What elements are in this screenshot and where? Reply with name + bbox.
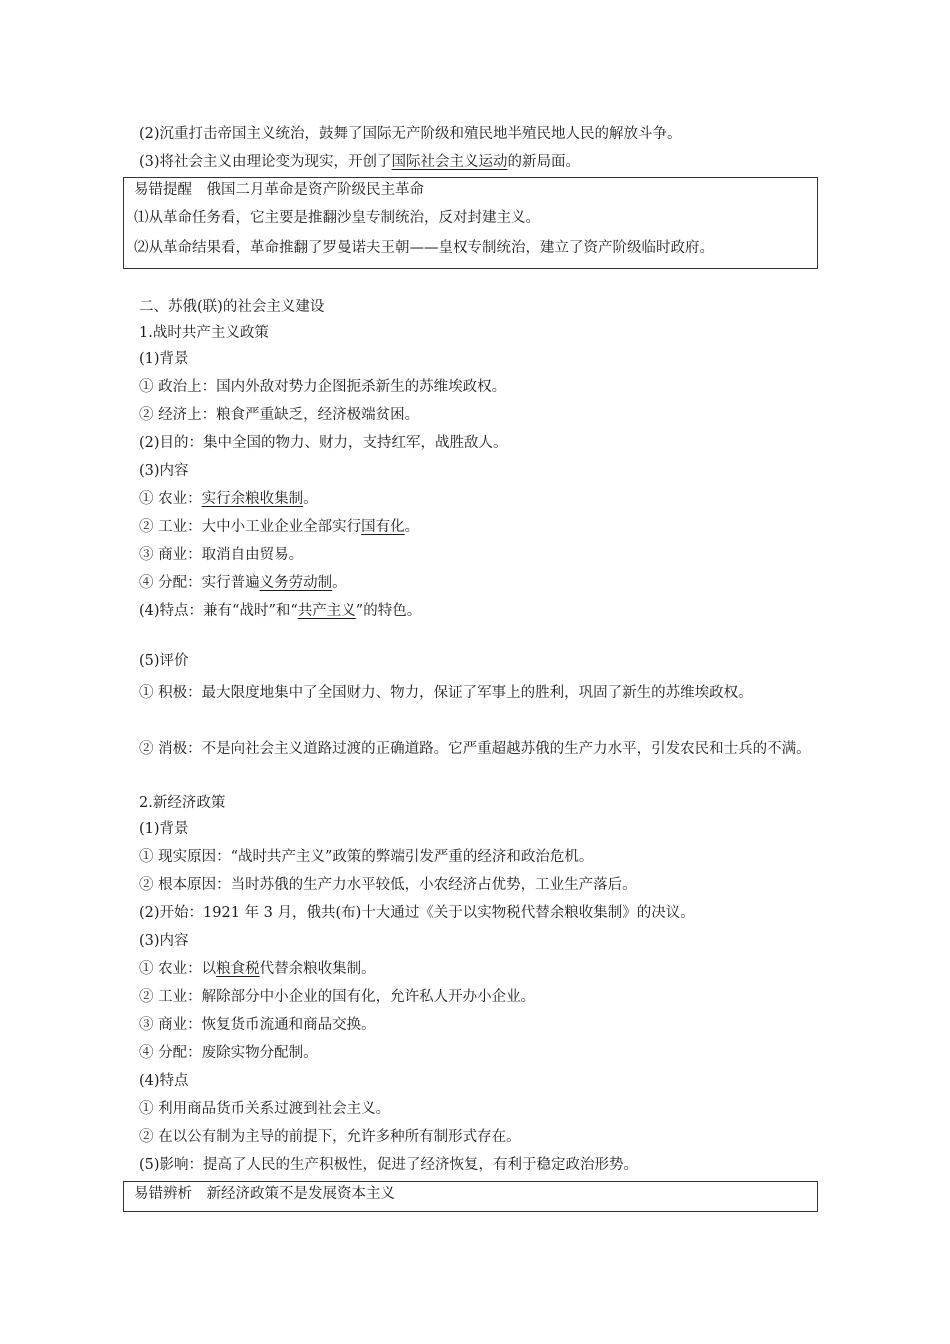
text-segment: (3)将社会主义由理论变为现实，开创了 xyxy=(139,154,392,170)
text-line: (1)背景 xyxy=(139,351,189,367)
text-line: ① 政治上：国内外敌对势力企图扼杀新生的苏维埃政权。 xyxy=(139,379,507,395)
text-line: ③ 商业：取消自由贸易。 xyxy=(139,547,304,563)
text-segment: ② 工业：大中小工业企业全部实行 xyxy=(139,519,362,535)
text-segment: (4)特点：兼有“战时”和“ xyxy=(139,603,298,619)
error-reminder-box xyxy=(123,177,818,269)
underlined-term: 国际社会主义运动 xyxy=(391,154,508,170)
text-line: ② 经济上：粮食严重缺乏，经济极端贫困。 xyxy=(139,407,420,423)
text-line xyxy=(139,601,421,621)
text-line: ④ 分配：废除实物分配制。 xyxy=(139,1045,318,1061)
text-line: (1)背景 xyxy=(139,821,189,837)
text-paragraph: ① 积极：最大限度地集中了全国财力、物力，保证了军事上的胜利，巩固了新生的苏维埃政权。 xyxy=(139,685,753,701)
text-line: (5)评价 xyxy=(139,653,189,669)
text-line xyxy=(139,152,580,172)
text-segment: 。 xyxy=(404,519,420,535)
text-line: (2)开始：1921 年 3 月，俄共(布)十大通过《关于以实物税代替余粮收集制》的决议。 xyxy=(139,905,695,921)
text-line: ① 现实原因：“战时共产主义”政策的弊端引发严重的经济和政治危机。 xyxy=(139,849,594,865)
text-segment: ”的特色。 xyxy=(355,603,422,619)
text-line xyxy=(139,959,376,979)
box-point: ⑵从革命结果看，革命推翻了罗曼诺夫王朝——皇权专制统治，建立了资产阶级临时政府。 xyxy=(134,240,714,256)
text-line: ① 利用商品货币关系过渡到社会主义。 xyxy=(139,1101,391,1117)
text-segment: ① 农业：以 xyxy=(139,961,217,977)
text-line: (5)影响：提高了人民的生产积极性，促进了经济恢复，有利于稳定政治形势。 xyxy=(139,1157,639,1173)
text-segment: ④ 分配：实行普遍 xyxy=(139,575,260,591)
text-line: ② 根本原因：当时苏俄的生产力水平较低，小农经济占优势，工业生产落后。 xyxy=(139,877,637,893)
text-line: ② 工业：解除部分中小企业的国有化，允许私人开办小企业。 xyxy=(139,989,536,1005)
box-point: ⑴从革命任务看，它主要是推翻沙皇专制统治，反对封建主义。 xyxy=(134,210,540,226)
text-line xyxy=(139,489,318,509)
underlined-term: 国有化 xyxy=(361,519,405,535)
text-line: (3)内容 xyxy=(139,933,189,949)
text-line: (4)特点 xyxy=(139,1073,189,1089)
subsection-title: 1.战时共产主义政策 xyxy=(139,325,269,341)
text-line xyxy=(139,517,419,537)
text-paragraph: ② 消极：不是向社会主义道路过渡的正确道路。它严重超越苏俄的生产力水平，引发农民和士兵的不满。 xyxy=(139,741,811,757)
subsection-title: 2.新经济政策 xyxy=(139,795,226,811)
underlined-term: 义务劳动制 xyxy=(259,575,333,591)
text-segment: 的新局面。 xyxy=(507,154,581,170)
text-line: ② 在以公有制为主导的前提下，允许多种所有制形式存在。 xyxy=(139,1129,521,1145)
text-line: (2)沉重打击帝国主义统治，鼓舞了国际无产阶级和殖民地半殖民地人民的解放斗争。 xyxy=(139,126,682,142)
text-segment: 。 xyxy=(332,575,347,591)
error-analysis-box xyxy=(123,1181,818,1212)
text-line: (3)内容 xyxy=(139,463,189,479)
text-segment: 代替余粮收集制。 xyxy=(259,961,376,977)
underlined-term: 实行余粮收集制 xyxy=(201,491,304,507)
underlined-term: 共产主义 xyxy=(297,603,356,619)
section-heading: 二、苏俄(联)的社会主义建设 xyxy=(139,299,325,315)
box-title: 易错提醒 俄国二月革命是资产阶级民主革命 xyxy=(134,182,424,198)
box-title: 易错辨析 新经济政策不是发展资本主义 xyxy=(134,1186,395,1202)
text-segment: 。 xyxy=(303,491,318,507)
underlined-term: 粮食税 xyxy=(216,961,260,977)
text-line: ③ 商业：恢复货币流通和商品交换。 xyxy=(139,1017,376,1033)
text-line: (2)目的：集中全国的物力、财力，支持红军，战胜敌人。 xyxy=(139,435,508,451)
text-segment: ① 农业： xyxy=(139,491,202,507)
text-line xyxy=(139,573,347,593)
